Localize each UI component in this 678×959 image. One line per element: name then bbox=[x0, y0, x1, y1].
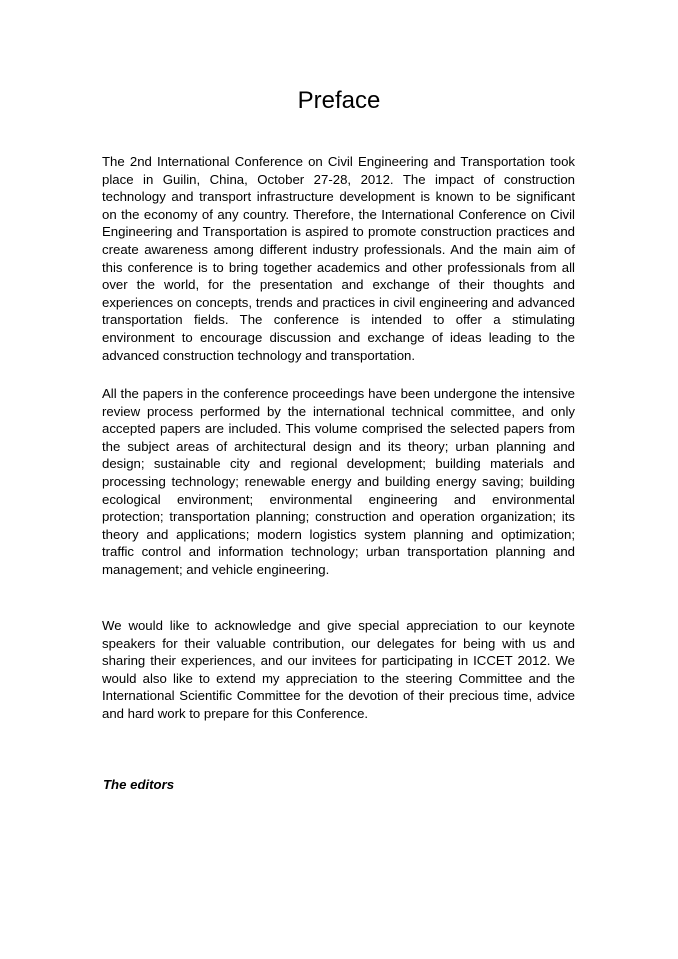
paragraph-intro: The 2nd International Conference on Civil Engineering and Transportation took place in Guilin, China, October 27-28, 2012. The impact of construction technology and transport infrastructure development is known to be significant on the economy of any country. Therefore, the International Conference on Civil Engineering and Transportation is aspired to promote construction practices and create awareness among different industry professionals. And the main aim of this conference is to bring together academics and other professionals from all over the world, for the presentation and exchange of their thoughts and experiences on concepts, trends and practices in civil engineering and advanced transportation fields. The conference is intended to offer a stimulating environment to encourage discussion and exchange of ideas leading to the advanced construction technology and transportation. bbox=[102, 154, 575, 363]
paragraph-papers: All the papers in the conference proceedings have been undergone the intensive review process performed by the international technical committee, and only accepted papers are included. This volume comprised the selected papers from the subject areas of architectural design and its theory; urban planning and design; sustainable city and regional development; building materials and processing technology; renewable energy and building energy saving; building ecological environment; environmental engineering and environmental protection; transportation planning; construction and operation organization; its theory and applications; modern logistics system planning and optimization; traffic control and information technology; urban transportation planning and management; and vehicle engineering. bbox=[102, 386, 575, 577]
page-title: Preface bbox=[297, 87, 381, 114]
signature: The editors bbox=[103, 777, 175, 792]
paragraph-acknowledgements: We would like to acknowledge and give special appreciation to our keynote speakers for their valuable contribution, our delegates for being with us and sharing their experiences, and our invitees for participating in ICCET 2012. We would also like to extend my appreciation to the steering Committee and the International Scientific Committee for the devotion of their precious time, advice and hard work to prepare for this Conference. bbox=[102, 618, 575, 721]
